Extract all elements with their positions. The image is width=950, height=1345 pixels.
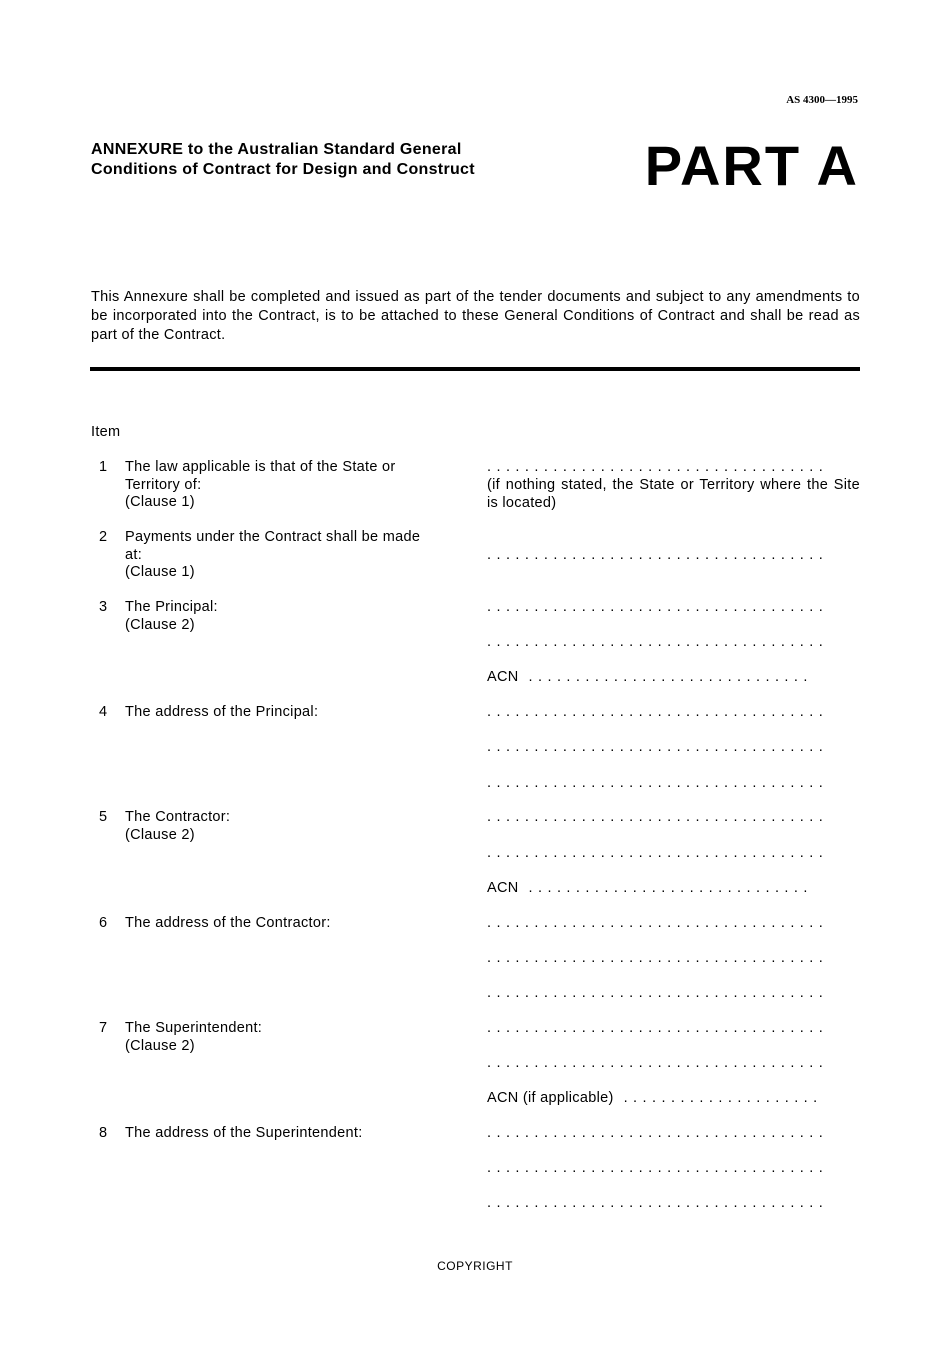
item-7-entry-field-1[interactable]: .................................... [487,1020,829,1036]
item-5-line-1: The Contractor: [125,809,231,825]
item-3-line-1: The Principal: [125,599,218,615]
item-7-description [125,1020,464,1055]
item-2-clause: (Clause 1) [125,564,195,580]
item-4-entry-field-1[interactable]: .................................... [487,704,829,720]
item-3-number: 3 [99,599,108,615]
item-5-acn-dots: .............................. [528,880,813,896]
standard-number: AS 4300—1995 [786,94,858,106]
item-5-acn-field[interactable] [487,880,860,898]
item-7-acn-dots: ..................... [623,1090,823,1106]
item-2-number: 2 [99,529,108,545]
item-8-number: 8 [99,1125,108,1141]
item-6-entry-field-3[interactable]: .................................... [487,985,829,1001]
item-7-entry-field-2[interactable]: .................................... [487,1055,829,1071]
item-8-description [125,1125,464,1143]
item-4-number: 4 [99,704,108,720]
item-8-entry-field-1[interactable]: .................................... [487,1125,829,1141]
item-3-entry-field-2[interactable]: .................................... [487,634,829,650]
item-1-number: 1 [99,459,108,475]
item-1-note: (if nothing stated, the State or Territory where the Site is located) [487,477,860,511]
item-5-clause: (Clause 2) [125,826,195,843]
annexure-title [91,140,551,180]
item-2-description [125,529,464,582]
item-4-description [125,704,464,722]
item-3-entry-field-1[interactable]: .................................... [487,599,829,615]
item-3-description [125,599,464,634]
item-5-description [125,809,464,844]
item-1-line-2: Territory of: [125,476,202,493]
section-divider [90,367,860,371]
item-7-line-1: The Superintendent: [125,1020,263,1036]
item-8-entry-field-2[interactable]: .................................... [487,1160,829,1176]
copyright-footer: COPYRIGHT [437,1259,513,1273]
item-5-acn-label: ACN [487,880,519,896]
item-5-entry-field-1[interactable]: .................................... [487,809,829,825]
item-3-acn-field[interactable] [487,669,860,687]
item-6-entry-field-2[interactable]: .................................... [487,950,829,966]
intro-paragraph: This Annexure shall be completed and issued as part of the tender documents and subject to any amendments to be incorporated into the Contract, is to be attached to these General Conditions of Contract and shall be read as part of the Contract. [91,289,860,343]
item-3-acn-label: ACN [487,669,519,685]
item-2-line-2: at: [125,546,143,563]
item-4-line-1: The address of the Principal: [125,704,319,720]
item-1-description [125,459,464,512]
annexure-title-line-1: ANNEXURE to the Australian Standard General [91,141,462,158]
annexure-title-line-2: Conditions of Contract for Design and Construct [91,161,475,178]
item-5-number: 5 [99,809,108,825]
item-6-description [125,915,464,933]
part-title: PART A [644,134,859,197]
item-4-entry-field-3[interactable]: .................................... [487,775,829,791]
item-2-entry-field[interactable]: .................................... [487,547,829,563]
item-7-acn-field[interactable] [487,1090,860,1108]
item-6-number: 6 [99,915,108,931]
item-3-acn-dots: .............................. [528,669,813,685]
item-6-line-1: The address of the Contractor: [125,915,331,931]
item-1-entry-field[interactable]: .................................... [487,459,829,475]
item-1-line-1: The law applicable is that of the State or [125,459,396,475]
item-7-number: 7 [99,1020,108,1036]
item-8-entry-field-3[interactable]: .................................... [487,1195,829,1211]
item-column-heading: Item [91,424,121,440]
item-6-entry-field-1[interactable]: .................................... [487,915,829,931]
item-4-entry-field-2[interactable]: .................................... [487,739,829,755]
item-2-line-1: Payments under the Contract shall be made [125,529,421,545]
item-5-entry-field-2[interactable]: .................................... [487,845,829,861]
item-3-clause: (Clause 2) [125,616,195,633]
item-1-clause: (Clause 1) [125,494,195,510]
item-7-clause: (Clause 2) [125,1037,195,1054]
item-8-line-1: The address of the Superintendent: [125,1125,363,1141]
item-7-acn-label: ACN (if applicable) [487,1090,614,1106]
